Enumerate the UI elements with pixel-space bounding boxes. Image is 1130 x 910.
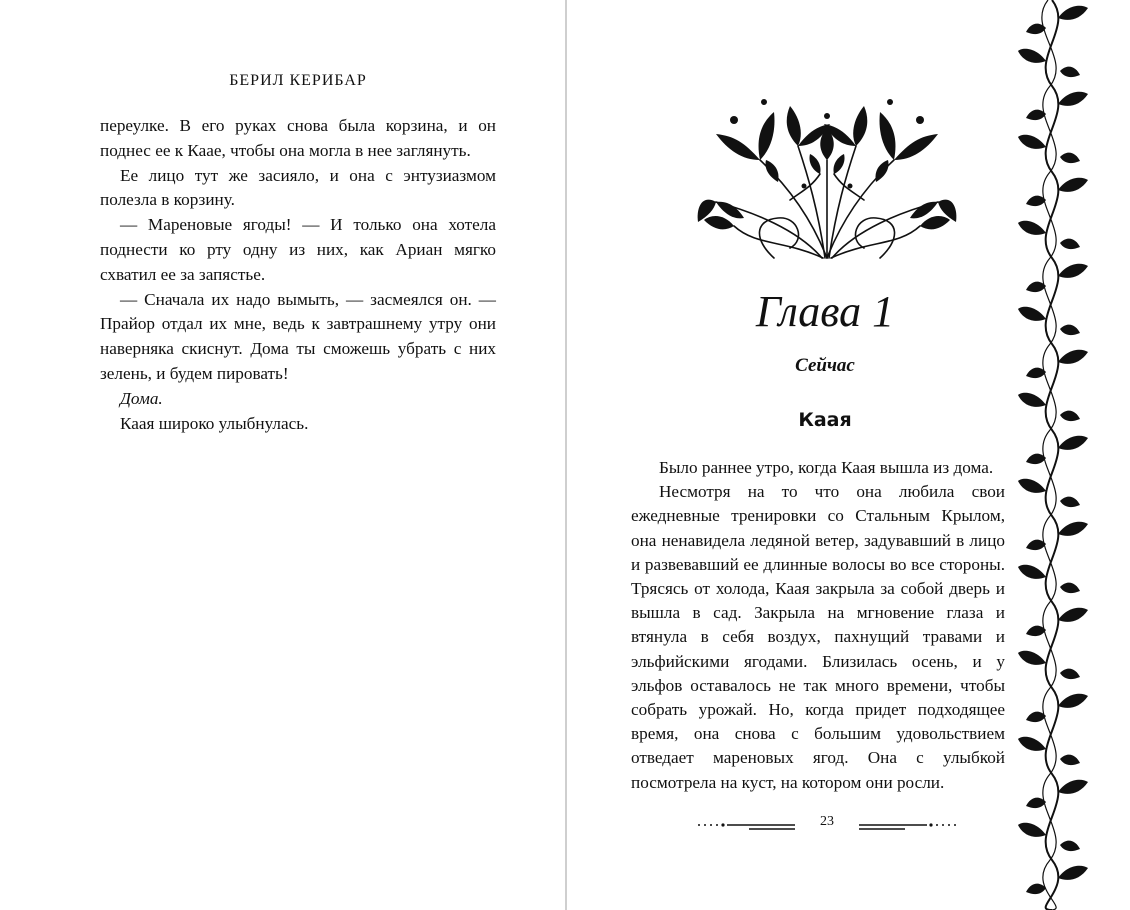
right-page <box>567 0 1130 910</box>
left-page-text <box>100 114 496 436</box>
paragraph: Каая широко улыбнулась. <box>120 413 309 433</box>
page-footer <box>687 812 967 836</box>
paragraph: Было раннее утро, когда Каая вышла из дома. <box>659 458 994 477</box>
right-page-text <box>631 456 1005 795</box>
paragraph-italic: Дома. <box>120 388 163 408</box>
vine-border-icon <box>1016 0 1096 910</box>
floral-ornament-icon <box>694 90 960 266</box>
paragraph: переулке. В его руках снова была корзина, и он поднес ее к Каае, чтобы она могла в нее заглянуть. <box>100 116 496 160</box>
pov-heading: Каая <box>798 409 852 431</box>
page-number: 23 <box>820 814 834 829</box>
paragraph: — Мареновые ягоды! — И только она хотела поднести ко рту одну из них, как Ариан мягко схватил ее за запястье. <box>100 215 496 284</box>
chapter-subtitle: Сейчас <box>795 355 855 376</box>
paragraph: Несмотря на то что она любила свои ежедневные тренировки со Стальным Крылом, она ненавидела ледяной ветер, задувавший в лицо и развевавший ее длинные волосы во все стороны. Трясясь от холода, Каая закрыла за собой дверь и вышла в сад. Закрыла на мгновение глаза и втянула в себя воздух, пахнущий травами и эльфийскими ягодами. Близилась осень, и у эльфов оставалось не так много времени, чтобы собрать урожай. Но, когда придет подходящее время, она снова с большим удовольствием отведает мареновых ягод. Она с улыбкой посмотрела на куст, на котором они росли. <box>631 482 1005 792</box>
running-head: БЕРИЛ КЕРИБАР <box>229 72 367 89</box>
chapter-title: Глава 1 <box>755 287 895 336</box>
paragraph: Ее лицо тут же засияло, и она с энтузиазмом полезла в корзину. <box>100 165 496 210</box>
paragraph: — Сначала их надо вымыть, — засмеялся он. — Прайор отдал их мне, ведь к завтрашнему утру они наверняка скиснут. Дома ты сможешь убрать с них зелень, и будем пировать! <box>100 289 496 383</box>
